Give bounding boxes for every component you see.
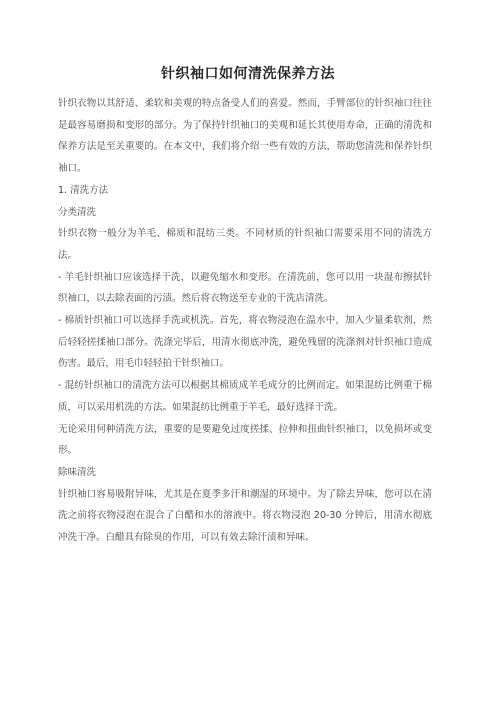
document-title: 针织袖口如何清洗保养方法 xyxy=(161,66,335,82)
paragraph-deodorize: 针织袖口容易吸附异味，尤其是在夏季多汗和潮湿的环境中。为了除去异味，您可以在清洗之前将衣物浸泡在混合了白醋和水的溶液中。将衣物浸泡 20-30 分钟后，用清水彻底冲洗干净。白醋具有除臭的作用，可以有效去除汗渍和异味。 xyxy=(58,488,432,544)
document-body xyxy=(58,93,432,549)
subheading-deodorize: 除味清洗 xyxy=(58,466,97,478)
paragraph-cotton: - 棉质针织袖口可以选择手洗或机洗。首先，将衣物浸泡在温水中，加入少量柔软剂，然后轻轻搓揉袖口部分。洗涤完毕后，用清水彻底冲洗，避免残留的洗涤剂对针织袖口造成伤害。最后，用毛巾轻轻拍干针织袖口。 xyxy=(58,315,432,370)
paragraph-general-advice: 无论采用何种清洗方法，重要的是要避免过度搓揉、拉伸和扭曲针织袖口，以免损坏或变形。 xyxy=(58,423,432,457)
paragraph-blend: - 混纺针织袖口的清洗方法可以根据其棉质成羊毛成分的比例而定。如果混纺比例重于棉质，可以采用机洗的方法。如果混纺比例重于羊毛，最好选择干洗。 xyxy=(58,380,432,413)
intro-paragraph: 针织衣物以其舒适、柔软和美观的特点备受人们的喜爱。然而，手臂部位的针织袖口往往是最容易磨损和变形的部分。为了保持针织袖口的美观和延长其使用寿命，正确的清洗和保养方法是至关重要的。在本文中，我们将介绍一些有效的方法，帮助您清洗和保养针织袖口。 xyxy=(58,98,432,175)
paragraph-wool: - 羊毛针织袖口应该选择干洗，以避免缩水和变形。在清洗前，您可以用一块湿布擦拭针织袖口，以去除表面的污渍。然后将衣物送至专业的干洗店清洗。 xyxy=(58,271,432,305)
paragraph-material-types: 针织衣物一般分为羊毛、棉质和混纺三类。不同材质的针织袖口需要采用不同的清洗方法。 xyxy=(58,228,432,261)
subheading-sorted-cleaning: 分类清洗 xyxy=(58,206,97,218)
section-heading-cleaning: 1. 清洗方法 xyxy=(58,184,109,196)
